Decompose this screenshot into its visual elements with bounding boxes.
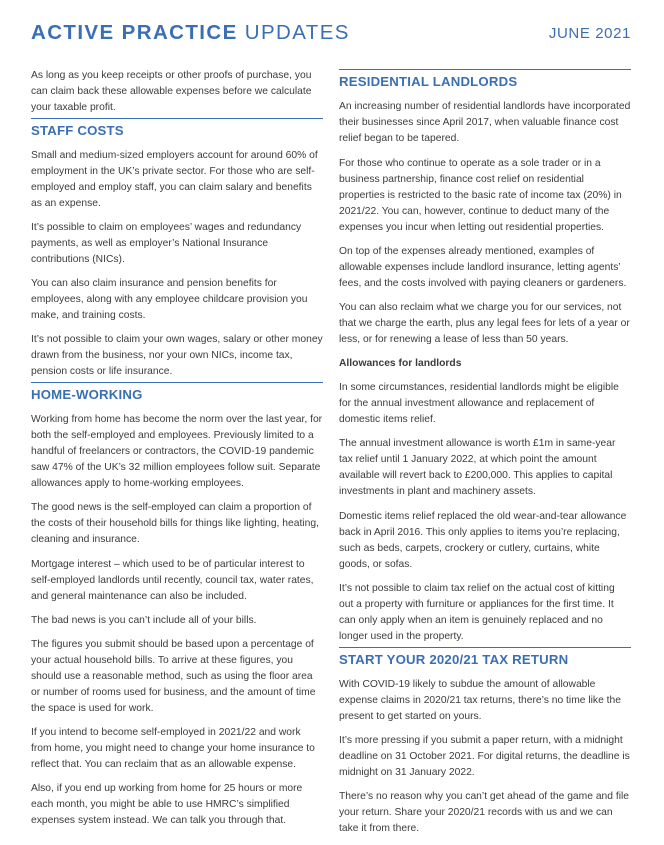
page-header (31, 21, 631, 45)
paragraph: It’s not possible to claim your own wages, salary or other money drawn from the business, nor your own NICs, income tax, pension costs or life insurance. (31, 334, 323, 377)
residential-p8 (339, 581, 631, 645)
residential-p5 (339, 380, 631, 428)
intro-block (31, 68, 323, 116)
tax-return-p1 (339, 677, 631, 725)
residential-p6 (339, 436, 631, 500)
paragraph: Working from home has become the norm over the last year, for both the self-employed and employees. Previously limited to a handful of freelancers or contractors, the COVID-19 pandemic saw 47% of the UK’s 32 million employees follow suit. Separate allowances apply to home-working employees. (31, 414, 323, 489)
paragraph: If you intend to become self-employed in 2021/22 and work from home, you might need to change your home insurance to reflect that. You can reclaim that as an allowable expense. (31, 727, 315, 770)
home-working-p6 (31, 725, 323, 773)
paragraph: You can also claim insurance and pension benefits for employees, along with any employee childcare provision you make, and training costs. (31, 278, 308, 321)
paragraph: In some circumstances, residential landlords might be eligible for the annual investment allowance and replacement of domestic items relief. (339, 382, 619, 425)
paragraph: It’s possible to claim on employees’ wages and redundancy payments, as well as employer’s National Insurance contributions (NICs). (31, 222, 302, 265)
paragraph: It’s not possible to claim tax relief on the actual cost of kitting out a property with furniture or appliances for the first time. It can only apply when an item is genuinely replaced and no longer used in the property. (339, 583, 615, 642)
newsletter-title (31, 21, 350, 45)
residential-p3 (339, 244, 631, 292)
home-working-p7 (31, 781, 323, 829)
staff-costs-p2 (31, 220, 323, 268)
home-working-p4 (31, 613, 323, 629)
section-heading: HOME-WORKING (31, 382, 323, 403)
residential-p7 (339, 509, 631, 573)
paragraph: You can also reclaim what we charge you for our services, not that we charge the earth, plus any legal fees for lets of a year or less, or for renewing a lease of less than 50 years. (339, 302, 630, 345)
paragraph: There’s no reason why you can’t get ahead of the game and file your return. Share your 2020/21 records with us and we can take it from there. (339, 791, 630, 834)
intro-paragraph: As long as you keep receipts or other proofs of purchase, you can claim back these allowable expenses before we calculate your taxable profit. (31, 70, 312, 113)
paragraph: For those who continue to operate as a sole trader or in a business partnership, finance cost relief on residential properties is restricted to the basic rate of income tax (20%) in 2021/22. You can, however, continue to deduct many of the expenses you incur when letting out residential properties. (339, 158, 622, 233)
issue-date: JUNE 2021 (548, 25, 631, 42)
residential-p4 (339, 300, 631, 348)
section-heading: RESIDENTIAL LANDLORDS (339, 69, 631, 90)
title-bold: ACTIVE PRACTICE (31, 21, 238, 44)
tax-return-p2 (339, 733, 631, 781)
paragraph: Domestic items relief replaced the old wear-and-tear allowance back in April 2016. This only applies to items you’re replacing, such as beds, carpets, crockery or cutlery, curtains, white goods, or sofas. (339, 511, 627, 570)
paragraph: Mortgage interest – which used to be of particular interest to self-employed landlords until recently, council tax, water rates, and general maintenance can also be included. (31, 559, 314, 602)
paragraph: The good news is the self-employed can claim a proportion of the costs of their household bills for things like lighting, heating, cleaning and insurance. (31, 502, 319, 545)
home-working-p5 (31, 637, 323, 717)
staff-costs-p3 (31, 276, 323, 324)
tax-return-p3 (339, 789, 631, 837)
title-light: UPDATES (244, 21, 350, 44)
allowances-subheading (339, 356, 631, 372)
paragraph: Small and medium-sized employers account for around 60% of employment in the UK’s private sector. For those who are self-employed and employ staff, you can claim salary and benefits as an expense. (31, 150, 318, 209)
section-tax-return (339, 647, 631, 668)
residential-p2 (339, 156, 631, 236)
home-working-p2 (31, 500, 323, 548)
staff-costs-p1 (31, 148, 323, 212)
section-heading: START YOUR 2020/21 TAX RETURN (339, 647, 631, 668)
paragraph: The annual investment allowance is worth £1m in same-year tax relief until 1 January 2022, at which point the amount available will revert back to £200,000. This applies to capital investments in plant and machinery assets. (339, 438, 616, 497)
paragraph: The figures you submit should be based upon a percentage of your actual household bills. To arrive at these figures, you should use a reasonable method, such as using the floor area or number of rooms used for business, and the amount of time the space is used for work. (31, 639, 316, 714)
paragraph: Also, if you end up working from home for 25 hours or more each month, you might be able to use HMRC’s simplified expenses system instead. We can talk you through that. (31, 783, 303, 826)
residential-p1 (339, 99, 631, 147)
section-heading: STAFF COSTS (31, 118, 323, 139)
section-staff-costs (31, 118, 323, 139)
paragraph: An increasing number of residential landlords have incorporated their businesses since April 2017, when valuable finance cost relief began to be tapered. (339, 101, 631, 144)
paragraph: It’s more pressing if you submit a paper return, with a midnight deadline on 31 October 2021. For digital returns, the deadline is midnight on 31 January 2022. (339, 735, 630, 778)
section-residential-landlords (339, 69, 631, 90)
home-working-p3 (31, 557, 323, 605)
subheading: Allowances for landlords (339, 358, 462, 369)
home-working-p1 (31, 412, 323, 492)
paragraph: On top of the expenses already mentioned, examples of allowable expenses include landlord insurance, letting agents’ fees, and the costs involved with paying cleaners or gardeners. (339, 246, 627, 289)
paragraph: The bad news is you can’t include all of your bills. (31, 615, 257, 626)
staff-costs-p4 (31, 332, 323, 380)
paragraph: With COVID-19 likely to subdue the amount of allowable expense claims in 2020/21 tax returns, there’s no time like the present to get started on yours. (339, 679, 621, 722)
section-home-working (31, 382, 323, 403)
